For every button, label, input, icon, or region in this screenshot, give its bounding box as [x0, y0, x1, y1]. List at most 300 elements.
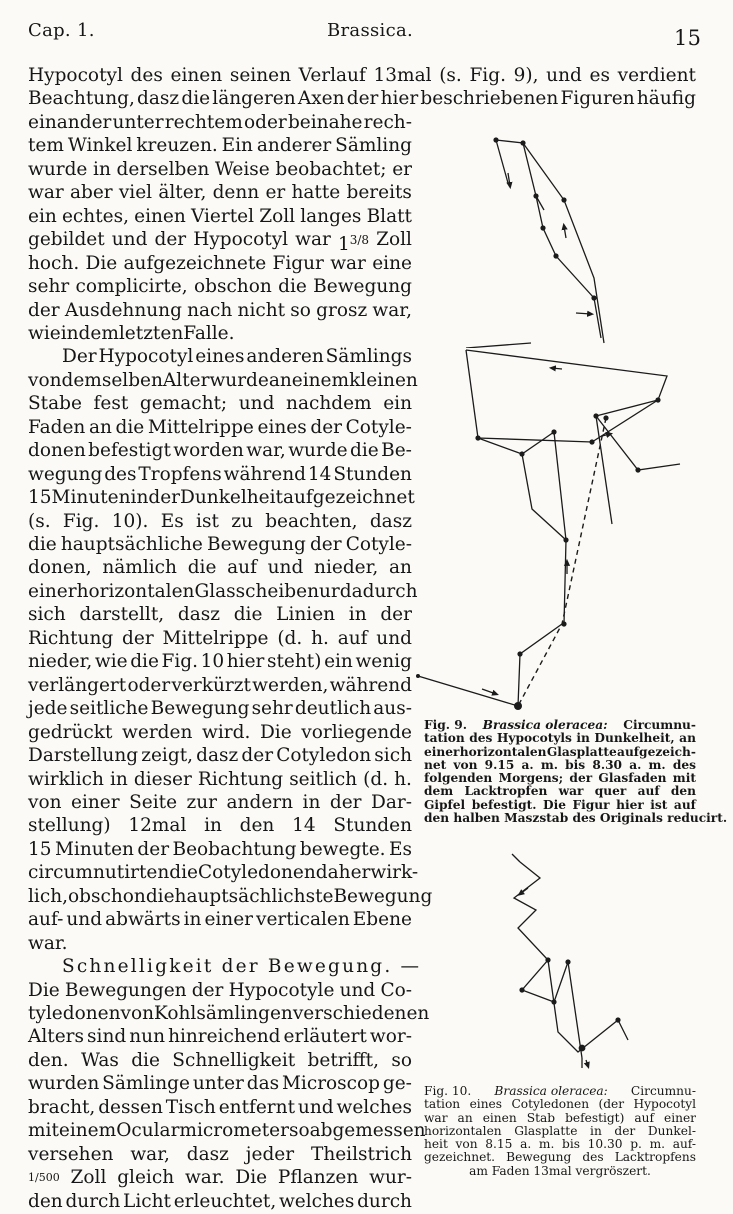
word: Stunden: [333, 815, 412, 837]
word: Die: [28, 979, 60, 1001]
body-line: [28, 603, 412, 627]
word: die: [187, 557, 217, 579]
caption-word: Dunkel-: [647, 1123, 696, 1138]
word: Blatt: [366, 205, 412, 227]
word: deutlich: [294, 698, 372, 720]
word: aber: [69, 182, 113, 204]
word: einen: [170, 65, 223, 86]
word: Tropfens: [138, 463, 222, 485]
body-line: [28, 1119, 426, 1143]
word: während: [329, 674, 412, 696]
word: lich,: [28, 885, 68, 907]
word: Seite: [129, 791, 178, 813]
caption-word: m.: [649, 1137, 666, 1152]
word: hauptsächlichste: [174, 885, 334, 907]
figure-9-circumnutation-trace: [426, 128, 666, 348]
word: bereits: [346, 182, 412, 204]
word: wurden: [28, 1073, 100, 1095]
word: an: [88, 416, 112, 438]
word: unter: [112, 111, 164, 133]
word: (d.: [277, 627, 303, 649]
word: Viertel: [190, 205, 255, 227]
caption-line: [424, 1125, 696, 1138]
word: Cotyle-: [345, 534, 412, 555]
word: verkürzt: [171, 674, 251, 696]
word: Microscop: [281, 1073, 381, 1095]
caption-word: einen: [482, 1110, 517, 1125]
word: anderen: [246, 346, 324, 368]
word: anderer: [256, 135, 332, 157]
word: aufgezeichnet: [282, 487, 415, 509]
caption-word: Brassica oleracea:: [482, 718, 608, 732]
caption-word: auf: [634, 1110, 654, 1125]
body-line: [28, 979, 412, 1003]
word: war: [295, 229, 331, 251]
word: Fig.: [469, 65, 506, 86]
word: (s.: [28, 510, 51, 532]
word: einer: [204, 909, 254, 931]
word: gemacht;: [139, 393, 228, 415]
word: war: [330, 252, 366, 274]
body-line: [28, 181, 412, 205]
caption-line: [424, 811, 728, 826]
word: in: [302, 791, 321, 813]
running-header-chapter: Cap. 1.: [28, 20, 95, 41]
word: einem: [291, 369, 350, 391]
word: von: [28, 369, 62, 391]
body-line: [28, 814, 412, 838]
figure-10-caption: [424, 1085, 696, 1178]
caption-word: der: [614, 1123, 636, 1138]
body-line: [28, 486, 415, 510]
word: der: [122, 627, 154, 649]
body-line: [28, 439, 412, 463]
body-line: [28, 650, 412, 674]
word: nicht: [237, 299, 286, 321]
caption-word: Lacktropfen: [464, 784, 548, 799]
word: Fig.: [62, 510, 100, 532]
word: beinahe: [287, 111, 363, 133]
word: dasz: [369, 510, 412, 532]
word: Figur: [272, 252, 324, 274]
word: Was: [80, 1049, 119, 1071]
word: Zoll: [70, 1167, 107, 1189]
word: abgemessen: [309, 1120, 426, 1142]
word: Schnelligkeit der Bewegung. —: [62, 956, 422, 978]
word: an: [389, 557, 412, 579]
caption-word: des: [582, 1150, 604, 1165]
word: Schnelligkeit: [172, 1049, 296, 1071]
body-line: [28, 158, 412, 182]
word: dasz: [196, 745, 239, 767]
word: Weise: [214, 158, 270, 180]
word: vorliegende: [301, 721, 412, 743]
body-line: [28, 252, 412, 276]
word: Minuten: [54, 838, 134, 860]
word: die: [233, 604, 263, 626]
word: Dunkelheit: [180, 487, 283, 509]
word: tem: [28, 135, 64, 157]
caption-word: Circumnu-: [630, 1084, 696, 1098]
word: des: [104, 463, 137, 485]
word: hatte: [291, 182, 341, 204]
word: war: [28, 182, 64, 204]
word: donen,: [28, 557, 92, 579]
word: in: [109, 768, 128, 790]
word: in: [183, 909, 202, 931]
word: oder: [243, 111, 287, 133]
word: rechtem: [164, 111, 243, 133]
word: kreuzen.: [136, 135, 218, 157]
caption-word: heit: [424, 1137, 448, 1152]
word: aufgezeichnete: [123, 252, 267, 274]
word: der: [309, 534, 342, 555]
caption-line: [424, 799, 696, 812]
word: Stunden: [333, 463, 412, 485]
word: war,: [130, 1143, 170, 1165]
body-line: [28, 721, 412, 745]
word: und: [267, 557, 304, 579]
body-line: [28, 345, 412, 369]
word: 9),: [513, 65, 539, 86]
word: Ocularmicrometer: [116, 1120, 289, 1142]
word: welches: [278, 1190, 355, 1212]
caption-word: 10.30: [587, 1137, 623, 1152]
caption-word: aufgezeich-: [617, 744, 696, 759]
word: hinreichend: [168, 1026, 281, 1048]
caption-word: (der: [598, 1097, 625, 1112]
word: andern: [226, 791, 294, 813]
caption-word: des: [469, 731, 493, 746]
word: nur: [307, 580, 340, 602]
word: sich: [374, 745, 412, 767]
word: seitlich: [289, 768, 358, 790]
word: 10).: [111, 510, 149, 532]
word: ein: [28, 205, 57, 227]
word: nun: [129, 1026, 166, 1048]
word: Die: [85, 252, 118, 274]
word: so: [290, 299, 311, 321]
body-line: [28, 838, 412, 862]
word: (s.: [439, 65, 462, 86]
caption-word: horizontalen: [424, 1123, 502, 1138]
body-line: [28, 1072, 412, 1096]
word: Verlauf: [298, 65, 366, 86]
caption-word: Glasfaden: [598, 771, 667, 786]
caption-word: am Faden 13mal vergröszert.: [469, 1163, 651, 1178]
word: sehr: [28, 276, 70, 298]
caption-word: 8.30: [592, 757, 623, 772]
word: werden,: [252, 674, 329, 696]
body-line: [28, 1166, 412, 1190]
caption-word: Hypocotyls: [496, 731, 572, 746]
body-line: [28, 64, 696, 88]
word: Axen: [297, 88, 345, 110]
word: ein: [383, 393, 412, 415]
word: Licht: [123, 1190, 171, 1212]
caption-line: [424, 1085, 696, 1098]
word: denn: [212, 182, 260, 204]
word: der: [28, 299, 60, 321]
body-line: [28, 556, 412, 580]
word: verschiedenen: [292, 1003, 430, 1024]
word: Bewegung: [206, 534, 306, 555]
word: zu: [231, 510, 253, 532]
word: stellung): [28, 815, 111, 837]
word: er: [392, 158, 412, 180]
body-line: [28, 908, 412, 932]
caption-word: Circumnu-: [623, 718, 696, 732]
caption-word: net: [424, 757, 447, 772]
word: darstellt,: [79, 604, 165, 626]
word: gebildet: [28, 229, 105, 251]
caption-word: 8.15: [485, 1137, 513, 1152]
caption-word: den: [670, 784, 696, 799]
word: und: [238, 393, 275, 415]
caption-word: m.: [540, 757, 558, 772]
word: durch: [65, 1190, 121, 1212]
word: dessen: [98, 1096, 163, 1118]
caption-line: [424, 759, 696, 772]
caption-word: 9.15: [484, 757, 515, 772]
caption-word: p.: [630, 1137, 642, 1152]
word: der: [329, 791, 362, 813]
caption-word: Lacktropfens: [614, 1150, 696, 1165]
word: die: [278, 276, 307, 298]
caption-line: [424, 785, 696, 798]
word: einen: [134, 205, 186, 227]
word: Bewegungen: [64, 979, 187, 1001]
caption-line: [424, 719, 696, 732]
word: wird.: [202, 721, 251, 743]
word: und: [339, 979, 376, 1001]
word: Bewegung: [313, 276, 412, 298]
word: Be-: [381, 440, 412, 462]
word: eine: [372, 252, 412, 274]
caption-word: horizontalen: [459, 744, 547, 759]
word: Fig.: [161, 651, 198, 673]
word: mit: [28, 1120, 59, 1142]
caption-word: in: [576, 731, 590, 746]
word: das: [246, 1073, 280, 1095]
caption-word: m.: [648, 757, 666, 772]
word: 10: [200, 651, 225, 673]
word: Bewegung: [333, 885, 433, 907]
body-line: [28, 275, 412, 299]
word: die: [169, 862, 198, 884]
word: Stabe: [28, 393, 82, 415]
word: gedrückt: [28, 721, 113, 743]
fraction: 3/8: [349, 233, 370, 248]
word: Beachtung,: [28, 88, 135, 110]
caption-word: Bewegung: [506, 1150, 572, 1165]
caption-line: [424, 772, 696, 785]
word: einem: [58, 1120, 117, 1142]
word: kleinen: [349, 369, 418, 391]
body-line: [28, 1096, 412, 1120]
word: Sämling: [335, 135, 412, 157]
caption-word: a.: [521, 757, 534, 772]
body-line: [28, 932, 412, 956]
caption-word: befestigt): [565, 1110, 625, 1125]
word: donen: [28, 440, 86, 462]
word: Zoll: [259, 205, 296, 227]
word: Linien: [276, 604, 336, 626]
word: Zoll: [376, 229, 412, 251]
caption-word: bis: [562, 1137, 580, 1152]
figure-9-lower-trace: [412, 344, 702, 724]
caption-word: auf: [637, 784, 660, 799]
word: Die: [259, 721, 292, 743]
word: die: [181, 88, 211, 110]
word: von: [28, 791, 62, 813]
body-line: [28, 791, 412, 815]
body-line: [28, 955, 422, 979]
word: Pflanzen: [277, 1167, 359, 1189]
body-line: [28, 322, 412, 346]
word: oder: [127, 674, 171, 696]
word: complicirte,: [75, 276, 188, 298]
body-line: [28, 885, 433, 909]
word: dasz: [137, 88, 180, 110]
word: Faden: [28, 416, 86, 438]
word: und: [546, 65, 582, 86]
body-line: [28, 416, 412, 440]
word: hier: [226, 651, 265, 673]
word: wegung: [28, 463, 103, 485]
caption-line: [424, 1112, 696, 1125]
word: längeren: [212, 88, 296, 110]
word: beobachtet;: [275, 158, 387, 180]
body-line: [28, 1002, 430, 1026]
word: einer: [28, 580, 77, 602]
body-line: [28, 1025, 412, 1049]
word: wur-: [369, 1167, 412, 1189]
word: von: [120, 1003, 155, 1024]
word: Ebene: [352, 909, 412, 931]
word: die: [130, 651, 159, 673]
word: Cotyledonen: [197, 862, 316, 884]
word: Tisch: [165, 1096, 216, 1118]
caption-line: [424, 1138, 696, 1151]
word: Cotyledon: [276, 745, 372, 767]
word: der: [380, 604, 412, 626]
word: sind: [87, 1026, 127, 1048]
caption-word: dem: [424, 784, 454, 799]
word: Sämlinge: [102, 1073, 190, 1095]
word: Ausdehnung: [64, 299, 182, 321]
word: eines: [257, 416, 307, 438]
word: dadurch: [339, 580, 418, 602]
word: einander: [28, 111, 112, 133]
word: und: [376, 627, 412, 649]
word: der: [137, 838, 170, 860]
word: des: [130, 65, 163, 86]
word: gleich: [117, 1167, 175, 1189]
word: jeder: [245, 1143, 295, 1165]
word: war,: [246, 440, 286, 462]
word: wie: [94, 651, 128, 673]
word: seitliche: [69, 698, 149, 720]
word: 13/8: [338, 228, 369, 252]
caption-word: an: [457, 1110, 473, 1125]
body-line: [28, 87, 696, 111]
caption-word: a.: [520, 1137, 532, 1152]
word: Falle.: [183, 322, 235, 344]
word: der: [148, 487, 181, 509]
word: Alter: [162, 369, 210, 391]
body-line: [28, 1190, 412, 1214]
word: Es: [160, 510, 184, 532]
caption-word: Gipfel: [424, 797, 466, 812]
word: die: [115, 416, 145, 438]
word: hauptsächliche: [60, 534, 203, 555]
caption-line: [424, 732, 696, 745]
word: viel: [118, 182, 153, 204]
word: die: [131, 1049, 160, 1071]
word: durch: [357, 1190, 412, 1212]
word: an: [268, 369, 292, 391]
word: der: [191, 979, 224, 1001]
word: der: [346, 88, 379, 110]
word: wurde: [28, 158, 88, 180]
word: daher: [315, 862, 371, 884]
caption-word: Fig. 9.: [424, 718, 468, 732]
body-line: [28, 228, 412, 256]
caption-word: an: [679, 731, 696, 746]
word: in: [93, 158, 111, 180]
word: bracht,: [28, 1096, 96, 1118]
word: der: [154, 229, 187, 251]
caption-word: Figur: [572, 797, 610, 812]
caption-word: quer: [594, 784, 627, 799]
word: Alters: [28, 1026, 84, 1048]
word: 14: [292, 815, 316, 837]
word: war.: [184, 1167, 225, 1189]
caption-word: a.: [629, 757, 642, 772]
caption-word: bis: [565, 757, 586, 772]
word: auf: [337, 627, 368, 649]
word: wie: [28, 322, 61, 344]
word: Glasscheibe: [194, 580, 308, 602]
caption-word: Die: [543, 797, 566, 812]
word: grosz: [316, 299, 368, 321]
figure-10-circumnutation-trace: [498, 852, 638, 1082]
caption-word: mit: [672, 771, 696, 786]
caption-line: [424, 746, 696, 759]
running-header-title: Brassica.: [327, 20, 414, 41]
word: hier: [380, 88, 419, 110]
word: wurde: [288, 440, 348, 462]
word: Es: [389, 838, 412, 860]
word: circumnutirten: [28, 862, 170, 884]
caption-word: eines: [469, 1097, 503, 1112]
caption-word: des: [672, 757, 696, 772]
word: eines: [195, 346, 245, 368]
word: Ein: [221, 135, 253, 157]
caption-word: in: [590, 1123, 602, 1138]
caption-word: einer: [664, 1110, 696, 1125]
word: ist: [196, 510, 219, 532]
word: befestigt: [88, 440, 171, 462]
body-line: [28, 861, 419, 885]
word: älter,: [158, 182, 207, 204]
word: 13mal: [373, 65, 432, 86]
word: zur: [186, 791, 218, 813]
word: auf-: [28, 909, 64, 931]
word: Hypocotyl: [98, 346, 194, 368]
word: wirklich: [28, 768, 104, 790]
